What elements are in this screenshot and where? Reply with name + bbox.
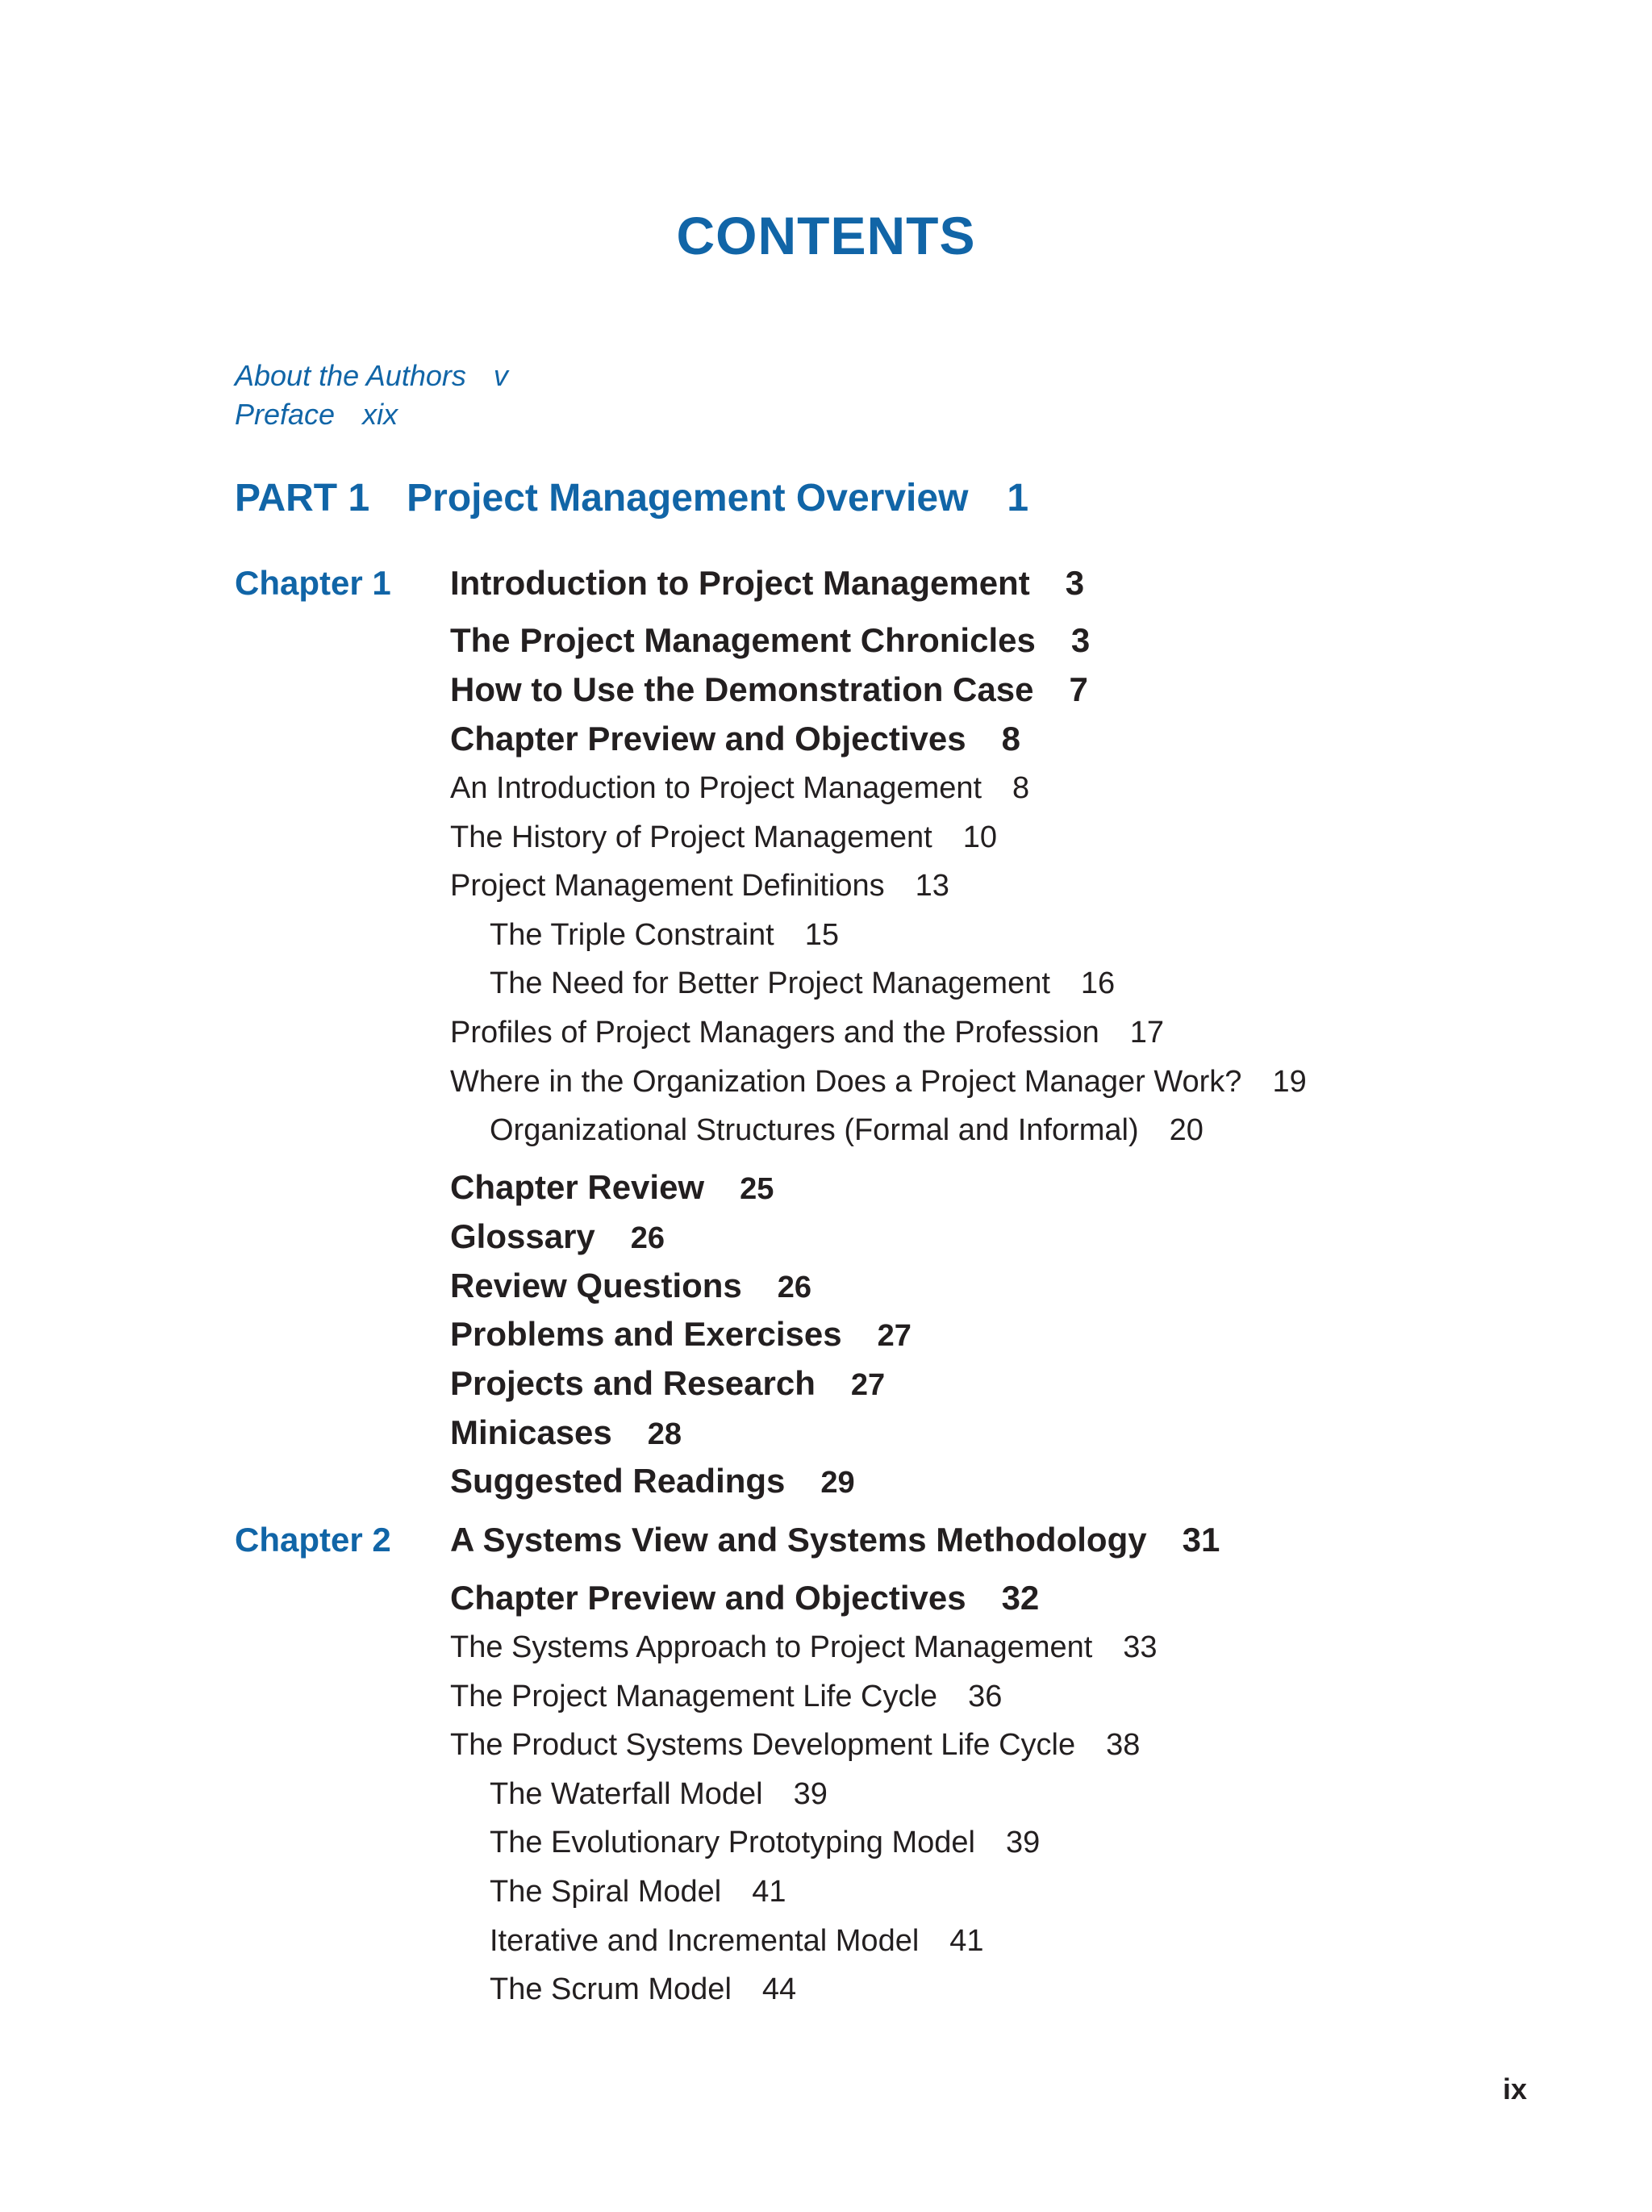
toc-entry-label: Chapter Preview and Objectives bbox=[450, 1579, 966, 1617]
toc-page-number: 7 bbox=[1069, 670, 1088, 708]
part-page-number: 1 bbox=[1007, 477, 1029, 520]
toc-entry[interactable] bbox=[450, 718, 1020, 760]
toc-subentry[interactable] bbox=[490, 1873, 786, 1910]
toc-subentry[interactable] bbox=[490, 965, 1115, 1002]
toc-entry-label: Profiles of Project Managers and the Profession bbox=[450, 1016, 1099, 1050]
toc-entry-label: The Project Management Chronicles bbox=[450, 621, 1036, 659]
toc-page-number: xix bbox=[362, 398, 398, 431]
toc-entry-label: Glossary bbox=[450, 1217, 595, 1255]
toc-entry-label: Preface bbox=[235, 398, 336, 431]
part-title: Project Management Overview bbox=[407, 477, 969, 520]
toc-entry[interactable] bbox=[450, 1265, 811, 1308]
toc-entry-label: Project Management Definitions bbox=[450, 869, 885, 903]
chapter-2-label: Chapter 2 bbox=[235, 1521, 391, 1559]
toc-page-number: 29 bbox=[820, 1466, 855, 1500]
toc-page-number: 8 bbox=[1001, 720, 1020, 758]
toc-entry-label: Problems and Exercises bbox=[450, 1315, 842, 1353]
page-title: CONTENTS bbox=[676, 206, 976, 265]
toc-page-number: 17 bbox=[1129, 1016, 1165, 1050]
toc-page-number: 28 bbox=[647, 1417, 682, 1451]
toc-entry-label: The Scrum Model bbox=[490, 1972, 732, 2006]
toc-page-number: 25 bbox=[740, 1172, 774, 1206]
toc-page-number: 39 bbox=[793, 1777, 828, 1811]
toc-entry-label: Organizational Structures (Formal and Informal) bbox=[490, 1113, 1139, 1147]
toc-page-number: 16 bbox=[1080, 966, 1116, 1000]
toc-page-number: 39 bbox=[1006, 1826, 1041, 1859]
toc-page-number: 20 bbox=[1169, 1113, 1204, 1147]
toc-entry-label: An Introduction to Project Management bbox=[450, 771, 982, 805]
toc-page-number: 26 bbox=[777, 1271, 812, 1304]
toc-entry-label: About the Authors bbox=[235, 359, 466, 392]
toc-entry[interactable] bbox=[450, 1313, 912, 1357]
toc-page-number: 44 bbox=[761, 1972, 797, 2006]
toc-entry-label: The Spiral Model bbox=[490, 1875, 722, 1909]
toc-entry[interactable] bbox=[450, 1014, 1164, 1051]
toc-page-number: 3 bbox=[1065, 564, 1085, 602]
chapter-2-title[interactable]: A Systems View and Systems Methodology 31 bbox=[450, 1521, 1220, 1559]
toc-entry-label: The Waterfall Model bbox=[490, 1777, 763, 1811]
toc-subentry[interactable] bbox=[490, 1112, 1204, 1149]
toc-entry[interactable] bbox=[450, 1167, 774, 1210]
toc-page-number: 32 bbox=[1001, 1579, 1040, 1617]
toc-entry[interactable] bbox=[450, 669, 1088, 711]
toc-entry-label: The Project Management Life Cycle bbox=[450, 1680, 938, 1713]
toc-entry-label: Chapter Preview and Objectives bbox=[450, 720, 966, 758]
toc-entry-label: Chapter Review bbox=[450, 1168, 705, 1206]
toc-page-number: v bbox=[493, 359, 508, 392]
toc-page-number: 3 bbox=[1070, 621, 1091, 659]
toc-entry[interactable] bbox=[450, 1216, 665, 1259]
toc-entry-label: Where in the Organization Does a Project Manager Work? bbox=[450, 1065, 1242, 1099]
part-label: PART 1 bbox=[235, 477, 370, 520]
part-heading[interactable] bbox=[235, 474, 1028, 523]
toc-entry-about-authors[interactable] bbox=[235, 358, 508, 394]
toc-page-number: 8 bbox=[1012, 771, 1030, 805]
toc-page-number: 31 bbox=[1182, 1521, 1220, 1559]
toc-page-number: 13 bbox=[915, 869, 949, 903]
toc-entry-label: How to Use the Demonstration Case bbox=[450, 670, 1034, 708]
toc-entry-label: The Triple Constraint bbox=[490, 918, 774, 952]
toc-entry[interactable] bbox=[450, 1363, 885, 1406]
toc-page-number: 27 bbox=[850, 1368, 886, 1402]
toc-entry[interactable] bbox=[450, 1577, 1039, 1619]
toc-page-number: 27 bbox=[877, 1319, 912, 1353]
toc-page-number: 36 bbox=[968, 1680, 1003, 1713]
toc-page-number: 41 bbox=[752, 1875, 786, 1909]
toc-page-number: 19 bbox=[1272, 1065, 1307, 1099]
toc-entry[interactable] bbox=[450, 819, 997, 856]
toc-entry-label: Projects and Research bbox=[450, 1364, 816, 1402]
toc-entry[interactable] bbox=[450, 770, 1029, 807]
toc-entry[interactable] bbox=[450, 1629, 1158, 1666]
toc-subentry[interactable] bbox=[490, 1922, 984, 1959]
toc-page-number: 33 bbox=[1123, 1630, 1158, 1664]
toc-entry[interactable] bbox=[450, 620, 1090, 662]
toc-entry-label: The History of Project Management bbox=[450, 820, 932, 854]
toc-entry-label: Review Questions bbox=[450, 1267, 742, 1304]
toc-entry-label: The Systems Approach to Project Management bbox=[450, 1630, 1093, 1664]
toc-page-number: 41 bbox=[949, 1924, 984, 1958]
toc-page-number: 15 bbox=[804, 918, 839, 952]
toc-entry-label: Suggested Readings bbox=[450, 1462, 786, 1500]
toc-entry-label: Minicases bbox=[450, 1413, 612, 1451]
toc-subentry[interactable] bbox=[490, 1776, 828, 1813]
toc-entry[interactable] bbox=[450, 1412, 682, 1455]
chapter-1-label: Chapter 1 bbox=[235, 564, 391, 602]
toc-entry-label: The Need for Better Project Management bbox=[490, 966, 1050, 1000]
toc-entry-preface[interactable] bbox=[235, 397, 398, 432]
toc-entry[interactable] bbox=[450, 1063, 1307, 1100]
chapter-1-title[interactable]: Introduction to Project Management 3 bbox=[450, 564, 1085, 602]
page-number: ix bbox=[1502, 2072, 1527, 2106]
toc-entry-label: The Product Systems Development Life Cycle bbox=[450, 1728, 1076, 1762]
toc-entry[interactable] bbox=[450, 1726, 1140, 1763]
toc-entry-label: Iterative and Incremental Model bbox=[490, 1924, 920, 1958]
toc-entry[interactable] bbox=[450, 1678, 1002, 1715]
toc-subentry[interactable] bbox=[490, 1971, 796, 2008]
toc-entry-label: The Evolutionary Prototyping Model bbox=[490, 1826, 975, 1859]
toc-subentry[interactable] bbox=[490, 1824, 1040, 1861]
toc-subentry[interactable] bbox=[490, 916, 839, 954]
toc-page-number: 38 bbox=[1106, 1728, 1141, 1762]
toc-page-number: 10 bbox=[962, 820, 997, 854]
toc-entry[interactable] bbox=[450, 867, 949, 904]
toc-entry[interactable] bbox=[450, 1460, 855, 1504]
toc-page-number: 26 bbox=[630, 1221, 665, 1255]
